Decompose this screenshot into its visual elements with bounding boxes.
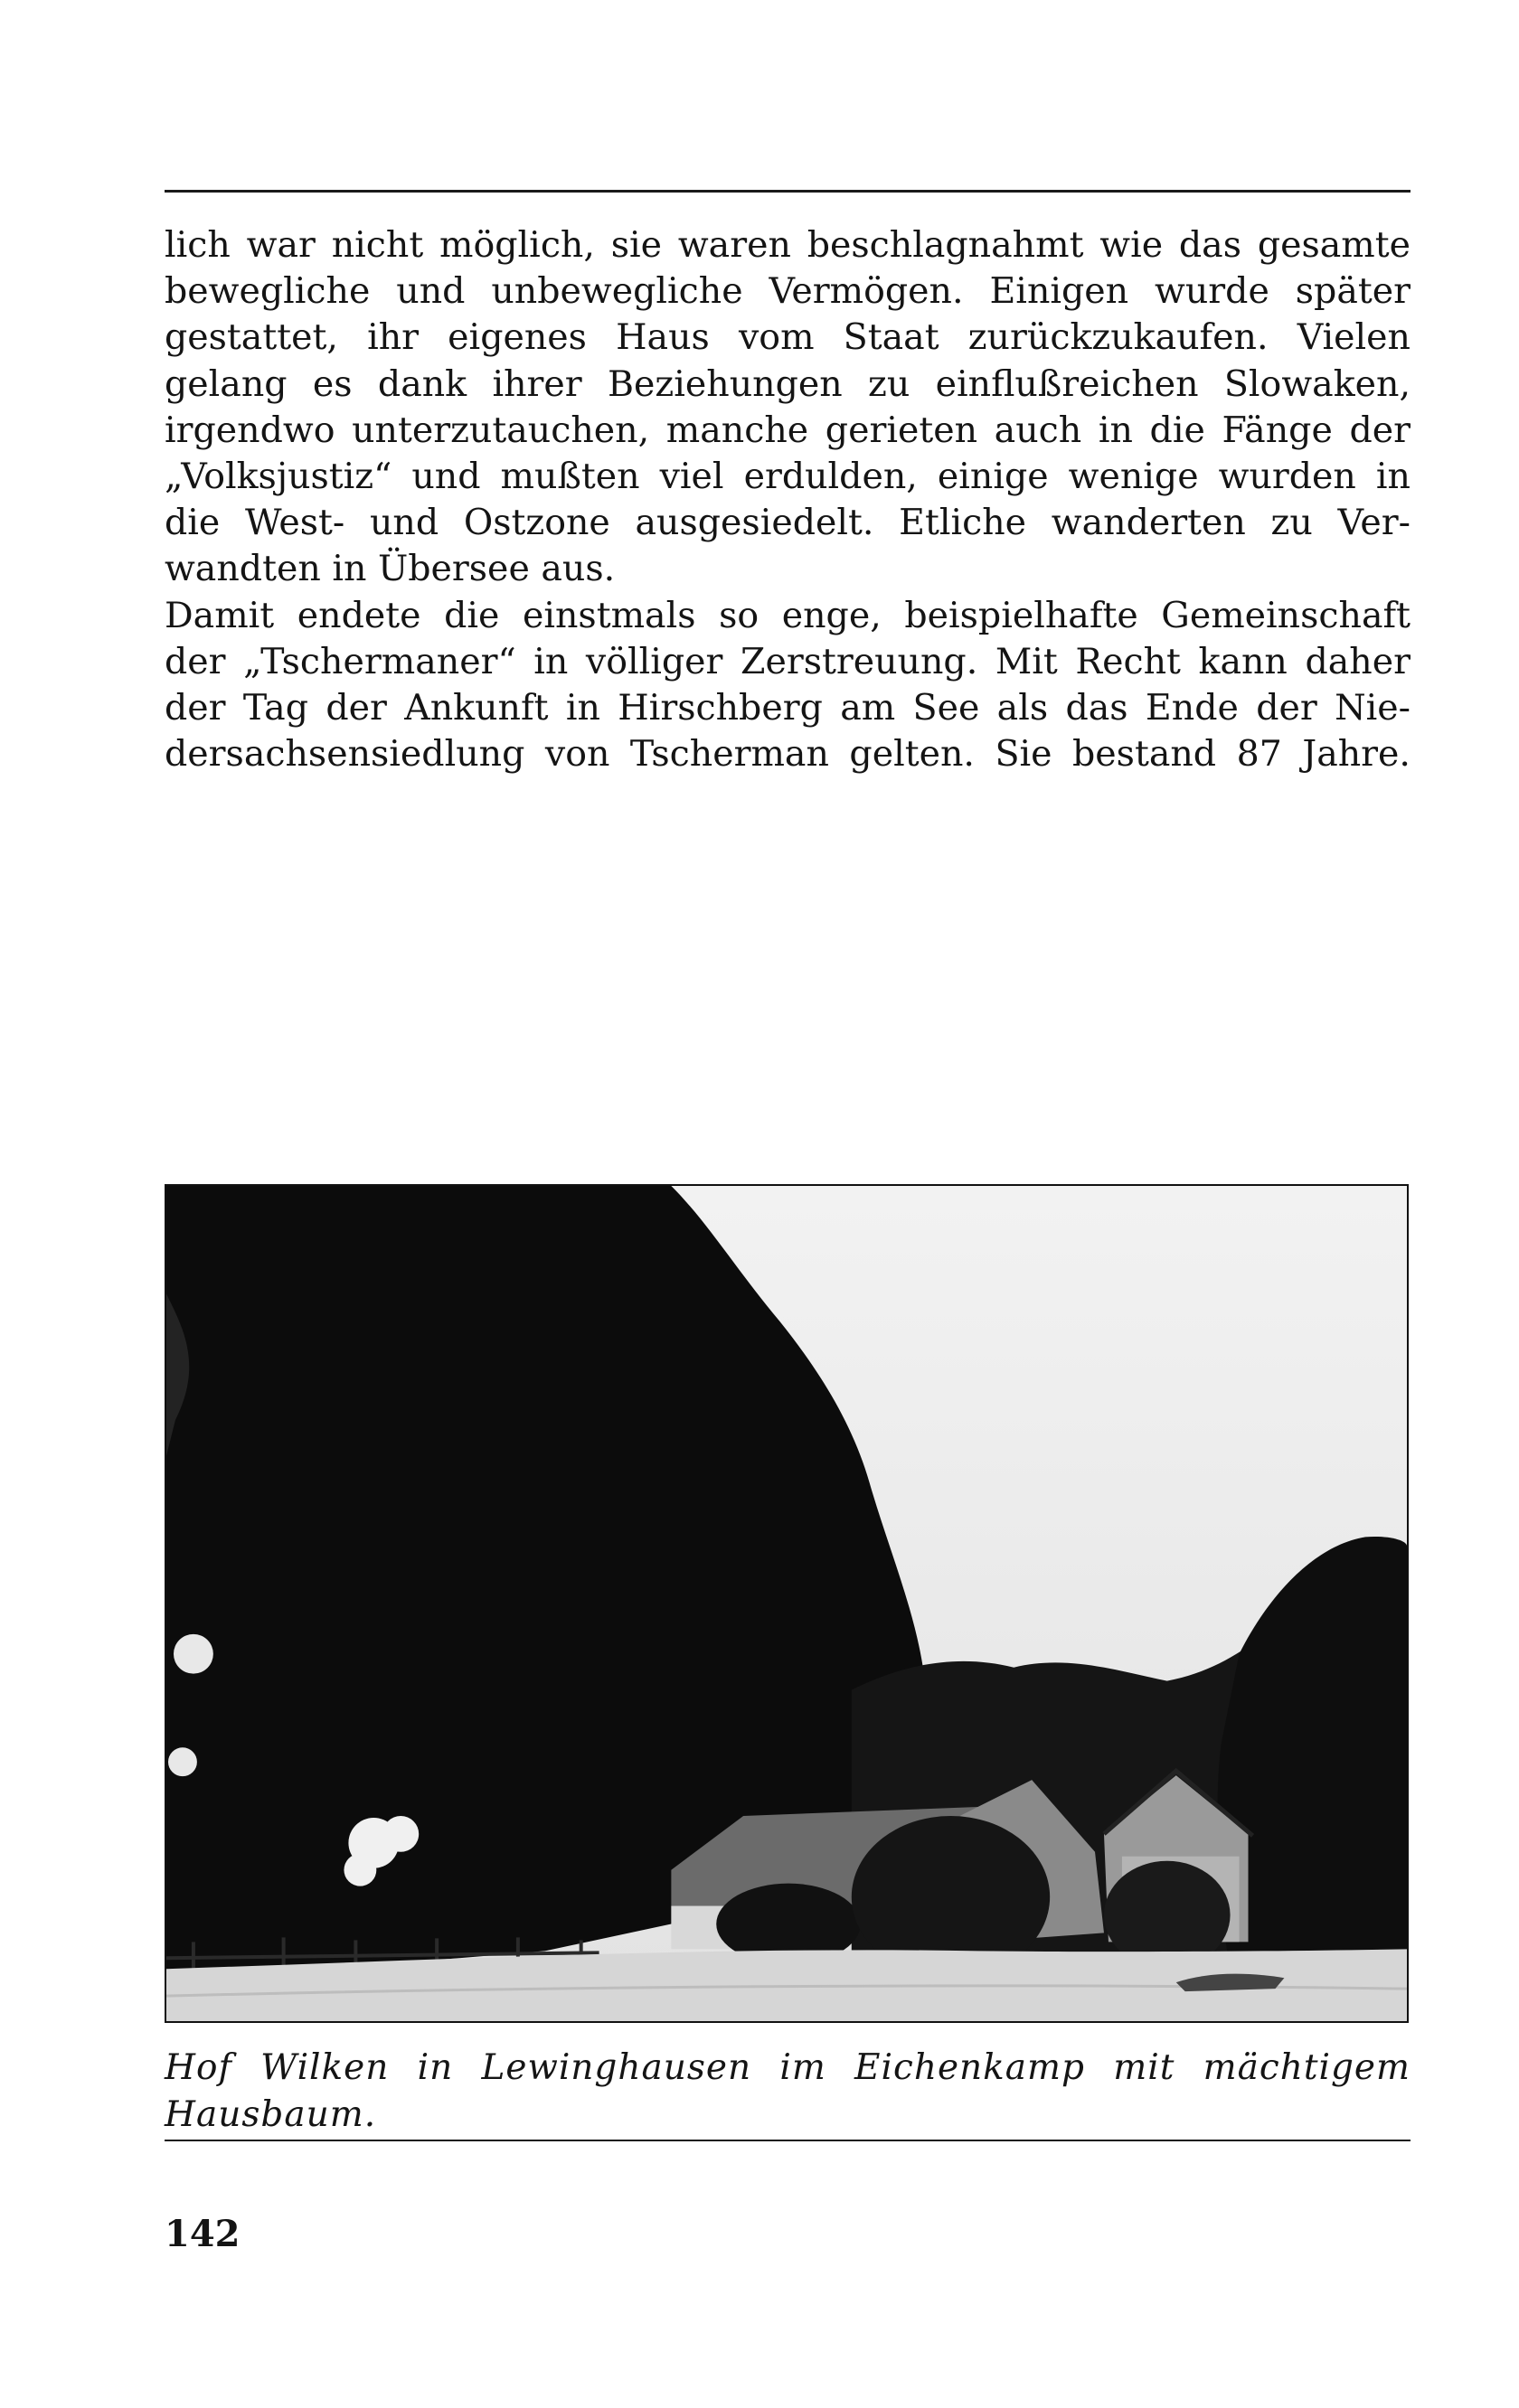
- page-number: 142: [165, 2213, 241, 2255]
- text-line: lich war nicht möglich, sie waren beschlagnahmt wie das gesamte: [165, 224, 1410, 266]
- text-line: „Volksjustiz“ und mußten viel erdulden, einige wenige wurden in: [165, 456, 1410, 498]
- caption-line: Hof Wilken in Lewinghausen im Eichenkamp mit mächtigem: [165, 2047, 1410, 2088]
- photo-illustration: [166, 1186, 1407, 2021]
- text-line: der Tag der Ankunft in Hirschberg am See als das Ende der Nie-: [165, 687, 1410, 729]
- top-rule: [165, 190, 1410, 193]
- text-line: gestattet, ihr eigenes Haus vom Staat zurückzukaufen. Vielen: [165, 316, 1410, 359]
- text-line: irgendwo unterzutauchen, manche gerieten auch in die Fänge der: [165, 409, 1410, 451]
- text-line: der „Tschermaner“ in völliger Zerstreuung. Mit Recht kann daher: [165, 640, 1410, 682]
- text-line: dersachsensiedlung von Tscherman gelten. Sie bestand 87 Jahre.: [165, 733, 1410, 776]
- caption-line: Hausbaum.: [165, 2094, 377, 2135]
- text-line: bewegliche und unbewegliche Vermögen. Einigen wurde später: [165, 270, 1410, 313]
- text-line: wandten in Übersee aus.: [165, 548, 616, 590]
- text-line: gelang es dank ihrer Beziehungen zu einflußreichen Slowaken,: [165, 362, 1410, 405]
- text-line: die West- und Ostzone ausgesiedelt. Etliche wanderten zu Ver-: [165, 502, 1410, 544]
- body-text: [165, 222, 1410, 777]
- photo-caption: [165, 2045, 1410, 2139]
- bottom-rule: [165, 2140, 1410, 2141]
- farmhouse-photo: [165, 1184, 1409, 2023]
- text-line: Damit endete die einstmals so enge, beispielhafte Gemeinschaft: [165, 594, 1410, 636]
